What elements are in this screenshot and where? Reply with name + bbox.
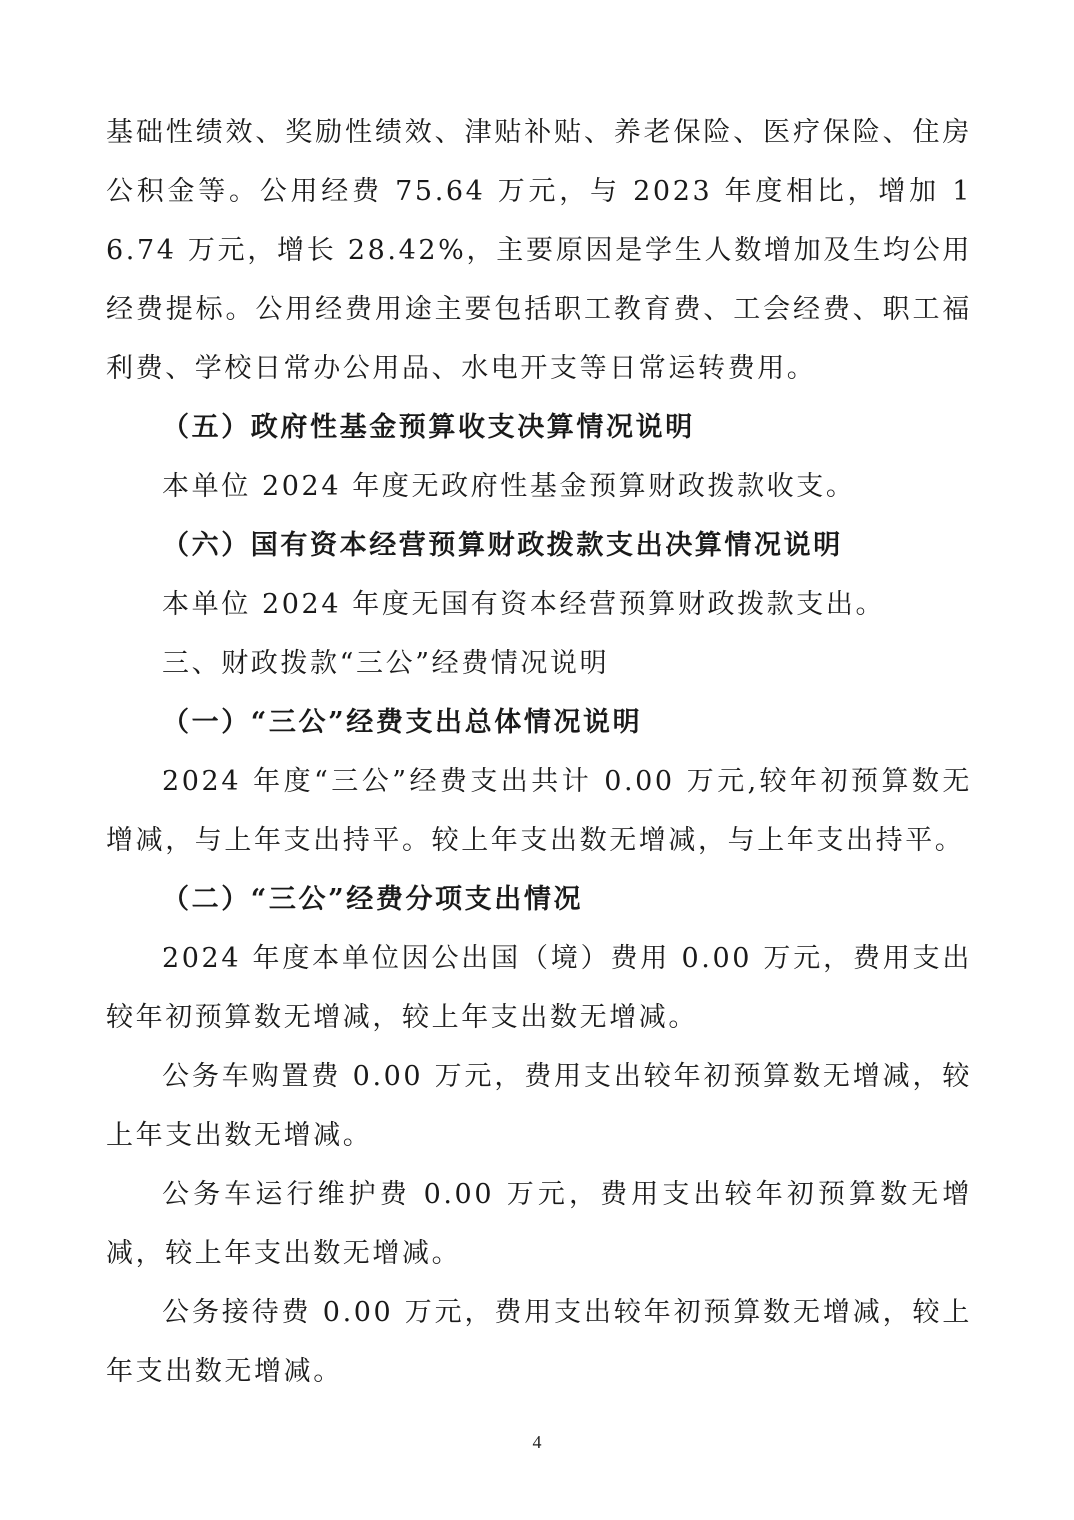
paragraph-personnel-and-public-expenses: 基础性绩效、奖励性绩效、津贴补贴、养老保险、医疗保险、住房公积金等。公用经费 75.64 万元，与 2023 年度相比，增加 16.74 万元，增长 28.42%，主要原因是学生人数增加及生均公用经费提标。公用经费用途主要包括职工教育费、工会经费、职工福利费、学校日常办公用品、水电开支等日常运转费用。	[106, 117, 972, 384]
document-body	[106, 103, 972, 1401]
page-number: 4	[532, 1432, 542, 1452]
heading-three-public-itemized: （二）“三公”经费分项支出情况	[162, 884, 584, 915]
paragraph-official-reception: 公务接待费 0.00 万元，费用支出较年初预算数无增减，较上年支出数无增减。	[106, 1297, 972, 1387]
paragraph-vehicle-purchase: 公务车购置费 0.00 万元，费用支出较年初预算数无增减，较上年支出数无增减。	[106, 1061, 972, 1151]
paragraph-state-capital-budget: 本单位 2024 年度无国有资本经营预算财政拨款支出。	[162, 589, 886, 620]
section-title-three-public-expenses: 三、财政拨款“三公”经费情况说明	[162, 648, 610, 679]
paragraph-overseas-travel: 2024 年度本单位因公出国（境）费用 0.00 万元，费用支出较年初预算数无增减，较上年支出数无增减。	[106, 943, 972, 1033]
paragraph-vehicle-operation: 公务车运行维护费 0.00 万元，费用支出较年初预算数无增减，较上年支出数无增减。	[106, 1179, 972, 1269]
heading-state-capital-budget: （六）国有资本经营预算财政拨款支出决算情况说明	[162, 530, 843, 561]
heading-government-fund-budget: （五）政府性基金预算收支决算情况说明	[162, 412, 695, 443]
heading-three-public-overall: （一）“三公”经费支出总体情况说明	[162, 707, 643, 738]
paragraph-three-public-overall: 2024 年度“三公”经费支出共计 0.00 万元,较年初预算数无增减，与上年支出持平。较上年支出数无增减，与上年支出持平。	[106, 766, 972, 856]
paragraph-government-fund-budget: 本单位 2024 年度无政府性基金预算财政拨款收支。	[162, 471, 856, 502]
